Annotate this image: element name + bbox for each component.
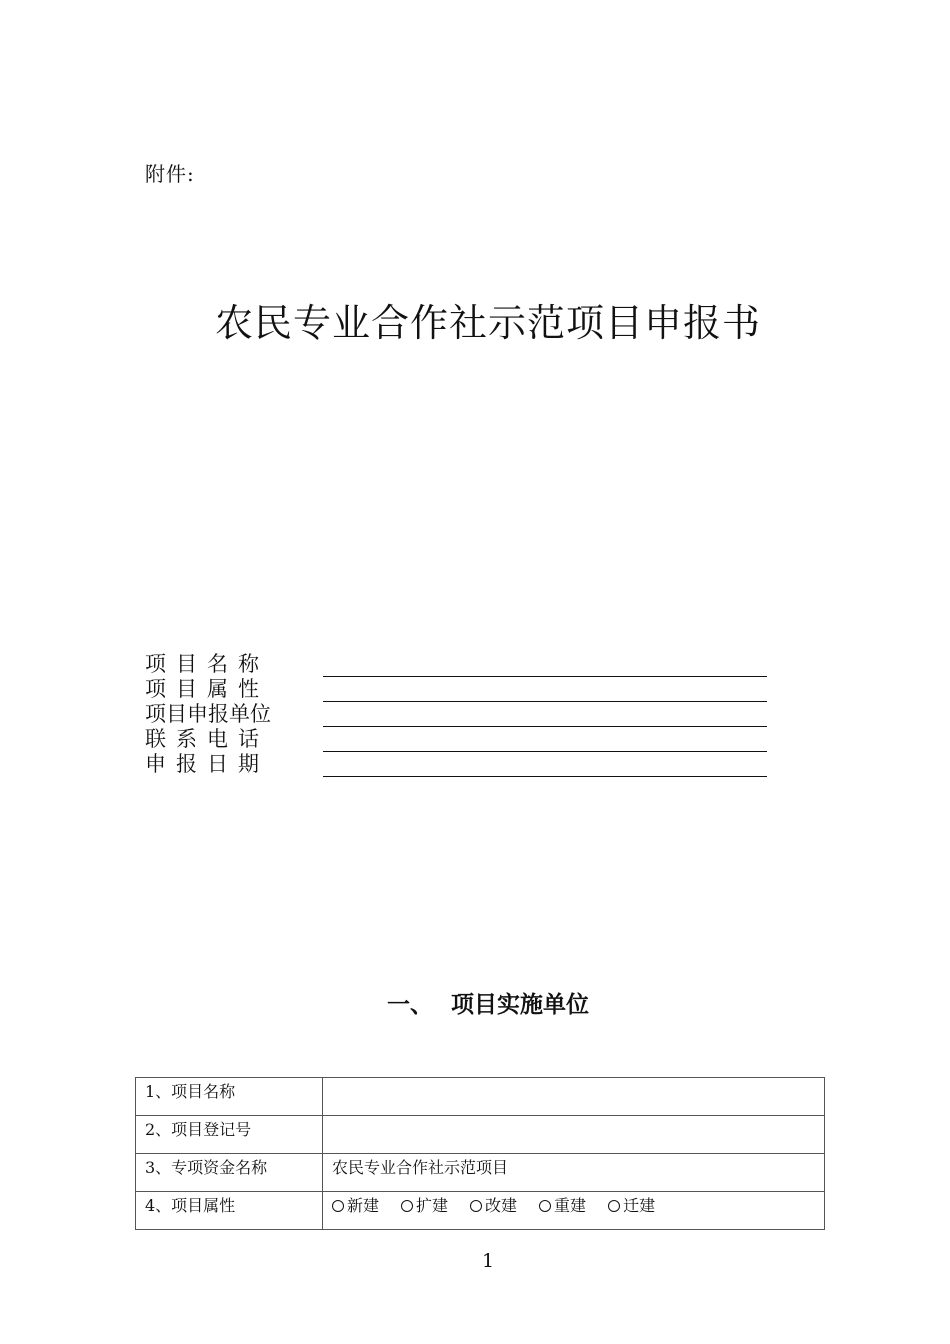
option-new[interactable] (332, 1192, 379, 1220)
section-number: 一、 (387, 992, 433, 1018)
radio-circle-icon (470, 1200, 482, 1212)
table-row (136, 1078, 825, 1116)
row-label: 1、项目名称 (136, 1078, 323, 1116)
field-label: 项目名称 (145, 652, 269, 676)
field-label: 联系电话 (145, 727, 269, 751)
option-rebuild[interactable] (470, 1192, 517, 1220)
row-value-cell[interactable] (323, 1078, 825, 1116)
option-reconstruct[interactable] (539, 1192, 586, 1220)
row-label: 3、专项资金名称 (136, 1154, 323, 1192)
row-label: 4、项目属性 (136, 1192, 323, 1230)
field-label: 申报日期 (145, 752, 269, 776)
section-title: 项目实施单位 (451, 992, 589, 1018)
field-row-project-type (145, 677, 767, 702)
option-label: 重建 (554, 1196, 587, 1215)
option-label: 新建 (347, 1196, 380, 1215)
row-label: 2、项目登记号 (136, 1116, 323, 1154)
section-heading (0, 986, 950, 1019)
option-expand[interactable] (401, 1192, 448, 1220)
radio-circle-icon (539, 1200, 551, 1212)
cover-fields (145, 652, 767, 777)
attachment-label: 附件: (145, 162, 195, 186)
field-row-phone (145, 727, 767, 752)
field-row-date (145, 752, 767, 777)
option-label: 迁建 (623, 1196, 656, 1215)
radio-circle-icon (608, 1200, 620, 1212)
option-label: 扩建 (416, 1196, 449, 1215)
row-value-cell[interactable]: 农民专业合作社示范项目 (323, 1154, 825, 1192)
field-label: 项目属性 (145, 677, 269, 701)
field-label: 项目申报单位 (145, 702, 271, 726)
page-number: 1 (481, 1250, 495, 1272)
project-type-options (332, 1192, 824, 1220)
document-title: 农民专业合作社示范项目申报书 (214, 301, 761, 345)
radio-circle-icon (332, 1200, 344, 1212)
table-row (136, 1192, 825, 1230)
project-info-table (135, 1077, 825, 1230)
option-label: 改建 (485, 1196, 518, 1215)
option-relocate[interactable] (608, 1192, 655, 1220)
row-options-cell (323, 1192, 825, 1230)
table-row (136, 1116, 825, 1154)
row-value-cell[interactable] (323, 1116, 825, 1154)
field-row-project-name (145, 652, 767, 677)
radio-circle-icon (401, 1200, 413, 1212)
table-row (136, 1154, 825, 1192)
field-row-applicant-unit (145, 702, 767, 727)
fill-in-line[interactable] (323, 776, 767, 777)
